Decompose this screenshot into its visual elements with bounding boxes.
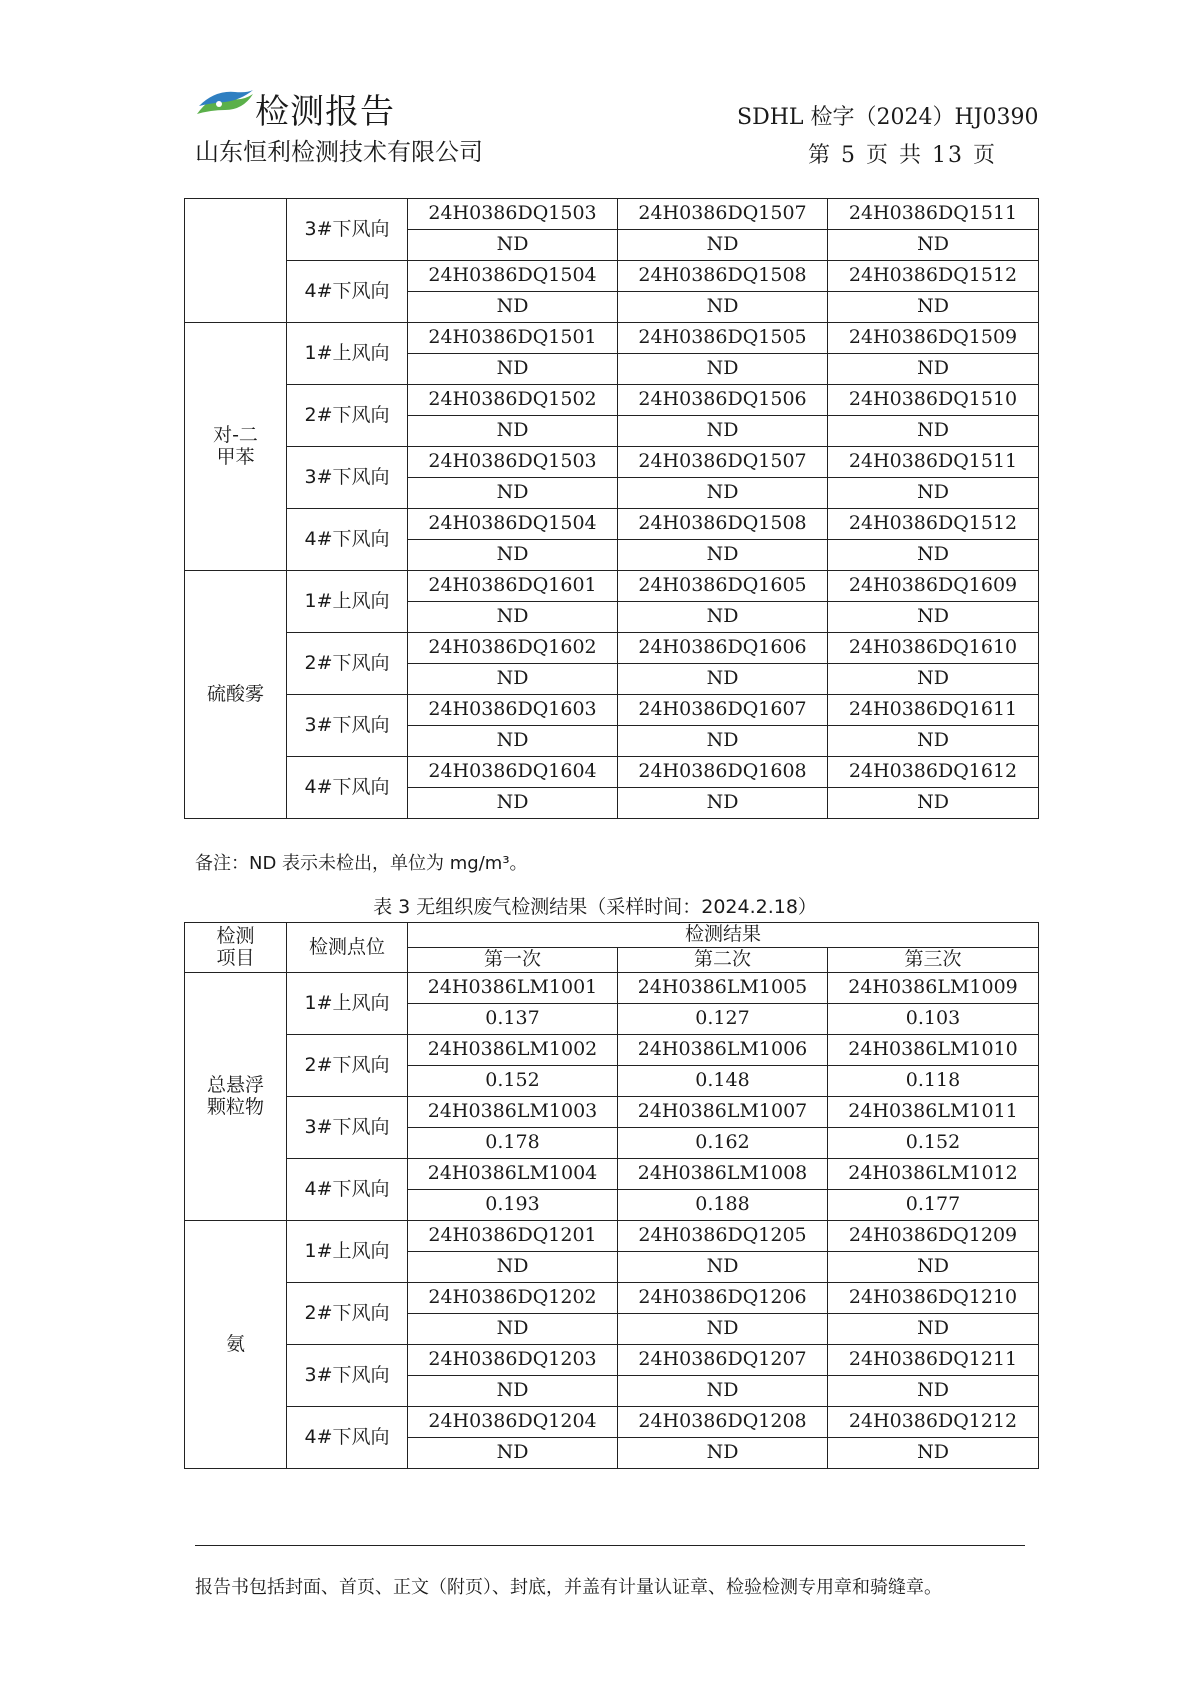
result-value: ND xyxy=(828,416,1039,447)
table-note: 备注：ND 表示未检出，单位为 mg/m³。 xyxy=(195,853,528,874)
result-value: ND xyxy=(408,1314,618,1345)
sample-code: 24H0386DQ1605 xyxy=(618,571,828,602)
sample-code: 24H0386DQ1209 xyxy=(828,1221,1039,1252)
sample-code: 24H0386DQ1507 xyxy=(618,199,828,230)
table-row xyxy=(185,261,1039,292)
result-value: 0.162 xyxy=(618,1128,828,1159)
table-row xyxy=(185,1097,1039,1128)
result-value: ND xyxy=(828,230,1039,261)
sample-code: 24H0386DQ1503 xyxy=(408,199,618,230)
page-info: 第 5 页 共 13 页 xyxy=(808,143,997,168)
result-value: 0.103 xyxy=(828,1004,1039,1035)
sampling-location: 3#下风向 xyxy=(287,447,408,509)
result-value: 0.178 xyxy=(408,1128,618,1159)
header-item: 检测项目 xyxy=(185,923,287,973)
table-row xyxy=(185,199,1039,230)
table-3-caption: 表 3 无组织废气检测结果（采样时间：2024.2.18） xyxy=(373,896,817,918)
sample-code: 24H0386DQ1510 xyxy=(828,385,1039,416)
result-value: ND xyxy=(828,1252,1039,1283)
sample-code: 24H0386DQ1611 xyxy=(828,695,1039,726)
sample-code: 24H0386DQ1503 xyxy=(408,447,618,478)
result-value: ND xyxy=(828,726,1039,757)
result-value: ND xyxy=(828,1438,1039,1469)
result-value: ND xyxy=(618,478,828,509)
table-row xyxy=(185,757,1039,788)
sample-code: 24H0386DQ1508 xyxy=(618,509,828,540)
result-value: ND xyxy=(618,230,828,261)
result-value: ND xyxy=(408,540,618,571)
sample-code: 24H0386DQ1210 xyxy=(828,1283,1039,1314)
sample-code: 24H0386LM1012 xyxy=(828,1159,1039,1190)
result-value: 0.118 xyxy=(828,1066,1039,1097)
sample-code: 24H0386DQ1512 xyxy=(828,261,1039,292)
sample-code: 24H0386DQ1505 xyxy=(618,323,828,354)
sample-code: 24H0386DQ1602 xyxy=(408,633,618,664)
sample-code: 24H0386DQ1206 xyxy=(618,1283,828,1314)
result-value: ND xyxy=(618,726,828,757)
table-row xyxy=(185,1159,1039,1190)
sample-code: 24H0386DQ1506 xyxy=(618,385,828,416)
sample-code: 24H0386LM1001 xyxy=(408,973,618,1004)
sample-code: 24H0386DQ1211 xyxy=(828,1345,1039,1376)
report-title: 检测报告 xyxy=(255,92,395,132)
sample-code: 24H0386DQ1607 xyxy=(618,695,828,726)
result-value: ND xyxy=(618,540,828,571)
table-row xyxy=(185,1035,1039,1066)
company-name: 山东恒利检测技术有限公司 xyxy=(195,138,483,166)
sample-code: 24H0386DQ1501 xyxy=(408,323,618,354)
result-value: ND xyxy=(618,664,828,695)
result-value: ND xyxy=(618,1314,828,1345)
sample-code: 24H0386LM1004 xyxy=(408,1159,618,1190)
header-run-1: 第一次 xyxy=(408,948,618,973)
sampling-location: 4#下风向 xyxy=(287,757,408,819)
sample-code: 24H0386LM1010 xyxy=(828,1035,1039,1066)
result-value: ND xyxy=(408,478,618,509)
table-row xyxy=(185,509,1039,540)
sampling-location: 3#下风向 xyxy=(287,695,408,757)
sample-code: 24H0386DQ1512 xyxy=(828,509,1039,540)
test-item-label: 对-二甲苯 xyxy=(213,423,258,468)
sample-code: 24H0386LM1002 xyxy=(408,1035,618,1066)
sample-code: 24H0386DQ1609 xyxy=(828,571,1039,602)
sampling-location: 3#下风向 xyxy=(287,199,408,261)
table-row xyxy=(185,1407,1039,1438)
sample-code: 24H0386LM1011 xyxy=(828,1097,1039,1128)
result-value: ND xyxy=(618,292,828,323)
result-value: 0.137 xyxy=(408,1004,618,1035)
table-row xyxy=(185,973,1039,1004)
sample-code: 24H0386LM1007 xyxy=(618,1097,828,1128)
sample-code: 24H0386DQ1601 xyxy=(408,571,618,602)
footer-divider xyxy=(195,1545,1025,1546)
result-value: ND xyxy=(618,1438,828,1469)
table-row xyxy=(185,385,1039,416)
result-value: ND xyxy=(618,602,828,633)
sample-code: 24H0386DQ1203 xyxy=(408,1345,618,1376)
header-run-2: 第二次 xyxy=(618,948,828,973)
result-value: ND xyxy=(828,788,1039,819)
table-row xyxy=(185,571,1039,602)
result-value: 0.127 xyxy=(618,1004,828,1035)
sampling-location: 1#上风向 xyxy=(287,323,408,385)
table-row xyxy=(185,323,1039,354)
sample-code: 24H0386DQ1608 xyxy=(618,757,828,788)
result-value: 0.188 xyxy=(618,1190,828,1221)
table-row xyxy=(185,1221,1039,1252)
result-value: ND xyxy=(828,540,1039,571)
table-row xyxy=(185,695,1039,726)
table-row xyxy=(185,1283,1039,1314)
sample-code: 24H0386DQ1207 xyxy=(618,1345,828,1376)
sample-code: 24H0386LM1006 xyxy=(618,1035,828,1066)
sampling-location: 2#下风向 xyxy=(287,1283,408,1345)
sampling-location: 2#下风向 xyxy=(287,633,408,695)
sampling-location: 3#下风向 xyxy=(287,1345,408,1407)
result-value: ND xyxy=(408,602,618,633)
sample-code: 24H0386DQ1507 xyxy=(618,447,828,478)
sample-code: 24H0386DQ1504 xyxy=(408,509,618,540)
test-item-cell xyxy=(185,199,287,323)
sample-code: 24H0386DQ1610 xyxy=(828,633,1039,664)
results-table-3 xyxy=(184,922,1039,1469)
result-value: 0.148 xyxy=(618,1066,828,1097)
sample-code: 24H0386LM1009 xyxy=(828,973,1039,1004)
sample-code: 24H0386DQ1606 xyxy=(618,633,828,664)
result-value: ND xyxy=(408,292,618,323)
sample-code: 24H0386LM1005 xyxy=(618,973,828,1004)
result-value: ND xyxy=(618,354,828,385)
result-value: ND xyxy=(828,602,1039,633)
sampling-location: 2#下风向 xyxy=(287,1035,408,1097)
sampling-location: 4#下风向 xyxy=(287,261,408,323)
result-value: ND xyxy=(618,788,828,819)
table-row xyxy=(185,447,1039,478)
test-item-label: 硫酸雾 xyxy=(206,682,264,705)
sample-code: 24H0386DQ1202 xyxy=(408,1283,618,1314)
result-value: ND xyxy=(408,416,618,447)
result-value: ND xyxy=(618,1252,828,1283)
test-item-label: 总悬浮颗粒物 xyxy=(206,1073,264,1118)
sample-code: 24H0386DQ1502 xyxy=(408,385,618,416)
footer-text: 报告书包括封面、首页、正文（附页）、封底，并盖有计量认证章、检验检测专用章和骑缝章。 xyxy=(195,1577,942,1598)
results-table-continued xyxy=(184,198,1039,819)
sample-code: 24H0386DQ1204 xyxy=(408,1407,618,1438)
test-item-label: 氨 xyxy=(225,1332,245,1355)
result-value: 0.193 xyxy=(408,1190,618,1221)
sample-code: 24H0386DQ1212 xyxy=(828,1407,1039,1438)
sampling-location: 4#下风向 xyxy=(287,1159,408,1221)
test-item-cell xyxy=(185,571,287,819)
result-value: 0.152 xyxy=(828,1128,1039,1159)
result-value: ND xyxy=(828,664,1039,695)
result-value: ND xyxy=(828,1376,1039,1407)
result-value: ND xyxy=(408,354,618,385)
result-value: ND xyxy=(828,478,1039,509)
header-result: 检测结果 xyxy=(408,923,1039,948)
sampling-location: 2#下风向 xyxy=(287,385,408,447)
company-logo-icon xyxy=(195,88,255,122)
result-value: ND xyxy=(618,1376,828,1407)
document-number: SDHL 检字（2024）HJ0390 xyxy=(737,105,1039,130)
sample-code: 24H0386DQ1508 xyxy=(618,261,828,292)
sampling-location: 4#下风向 xyxy=(287,1407,408,1469)
sample-code: 24H0386DQ1205 xyxy=(618,1221,828,1252)
sample-code: 24H0386DQ1509 xyxy=(828,323,1039,354)
sampling-location: 3#下风向 xyxy=(287,1097,408,1159)
header-run-3: 第三次 xyxy=(828,948,1039,973)
table-row xyxy=(185,633,1039,664)
test-item-cell xyxy=(185,323,287,571)
result-value: 0.152 xyxy=(408,1066,618,1097)
sample-code: 24H0386DQ1511 xyxy=(828,447,1039,478)
result-value: ND xyxy=(828,1314,1039,1345)
sampling-location: 1#上风向 xyxy=(287,571,408,633)
result-value: 0.177 xyxy=(828,1190,1039,1221)
table-row xyxy=(185,1345,1039,1376)
result-value: ND xyxy=(828,292,1039,323)
result-value: ND xyxy=(408,788,618,819)
result-value: ND xyxy=(408,1438,618,1469)
header-location: 检测点位 xyxy=(287,923,408,973)
result-value: ND xyxy=(408,1252,618,1283)
result-value: ND xyxy=(408,1376,618,1407)
sampling-location: 4#下风向 xyxy=(287,509,408,571)
sample-code: 24H0386DQ1612 xyxy=(828,757,1039,788)
sampling-location: 1#上风向 xyxy=(287,973,408,1035)
result-value: ND xyxy=(408,726,618,757)
sample-code: 24H0386DQ1504 xyxy=(408,261,618,292)
sample-code: 24H0386LM1003 xyxy=(408,1097,618,1128)
test-item-cell xyxy=(185,1221,287,1469)
sample-code: 24H0386DQ1201 xyxy=(408,1221,618,1252)
test-item-cell xyxy=(185,973,287,1221)
sample-code: 24H0386LM1008 xyxy=(618,1159,828,1190)
result-value: ND xyxy=(828,354,1039,385)
sample-code: 24H0386DQ1511 xyxy=(828,199,1039,230)
sample-code: 24H0386DQ1603 xyxy=(408,695,618,726)
sample-code: 24H0386DQ1604 xyxy=(408,757,618,788)
result-value: ND xyxy=(408,664,618,695)
sampling-location: 1#上风向 xyxy=(287,1221,408,1283)
result-value: ND xyxy=(618,416,828,447)
sample-code: 24H0386DQ1208 xyxy=(618,1407,828,1438)
result-value: ND xyxy=(408,230,618,261)
